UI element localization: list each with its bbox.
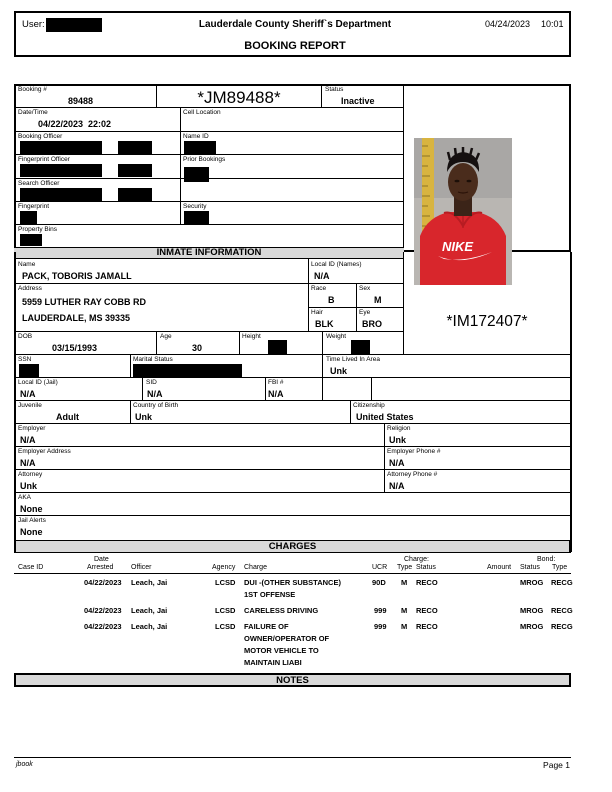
search-officer-id-redaction — [118, 188, 152, 201]
charge-type: M — [401, 606, 408, 615]
report-time: 10:01 — [541, 19, 564, 29]
charge-description: CARELESS DRIVING — [244, 606, 319, 615]
charge-type: M — [401, 622, 408, 631]
charge-officer: Leach, Jai — [131, 622, 168, 631]
col-bond-top: Bond: — [537, 556, 556, 563]
country-of-birth-value: Unk — [135, 412, 153, 422]
charge-description: MAINTAIN LIABI — [244, 658, 302, 667]
charge-description: DUI -(OTHER SUBSTANCE) — [244, 578, 341, 587]
aka-label: AKA — [18, 494, 32, 501]
col-ucr: UCR — [372, 564, 388, 571]
col-status: Status — [416, 564, 436, 571]
attorney-label: Attorney — [18, 471, 43, 478]
search-officer-redaction — [20, 188, 102, 201]
dob-value: 03/15/1993 — [52, 343, 98, 353]
fingerprint-officer-label: Fingerprint Officer — [18, 156, 70, 163]
charge-ucr: 90D — [372, 578, 386, 587]
datetime-value: 04/22/2023 22:02 — [38, 119, 112, 129]
charge-officer: Leach, Jai — [131, 606, 168, 615]
name-id-redaction — [184, 141, 216, 154]
charge-date: 04/22/2023 — [84, 606, 122, 615]
col-case-id: Case ID — [18, 564, 44, 571]
religion-label: Religion — [387, 425, 411, 432]
page-number: Page 1 — [543, 760, 570, 770]
status-label: Status — [325, 86, 344, 93]
time-lived-label: Time Lived In Area — [326, 356, 380, 363]
religion-value: Unk — [389, 435, 407, 445]
sex-value: M — [374, 295, 382, 305]
charge-status: RECO — [416, 578, 438, 587]
fbi-label: FBI # — [268, 379, 284, 386]
hair-label: Hair — [311, 309, 323, 316]
user-label: User: — [22, 19, 45, 30]
charge-status: RECO — [416, 622, 438, 631]
status-value: Inactive — [341, 96, 375, 106]
local-id-jail-label: Local ID (Jail) — [18, 379, 58, 386]
col-charge-top: Charge: — [404, 556, 429, 563]
agency-name: Lauderdale County Sheriff`s Department — [198, 19, 392, 30]
race-label: Race — [311, 285, 327, 292]
weight-redaction — [351, 340, 370, 354]
col-amount: Amount — [487, 564, 512, 571]
employer-phone-value: N/A — [389, 458, 405, 468]
charge-ucr: 999 — [374, 622, 387, 631]
footer-rule — [14, 757, 571, 758]
jail-alerts-value: None — [20, 527, 43, 537]
inmate-id-text: *IM172407* — [446, 313, 528, 330]
dob-label: DOB — [18, 333, 33, 340]
charge-type: M — [401, 578, 408, 587]
charge-description: OWNER/OPERATOR OF — [244, 634, 330, 643]
property-bins-redaction — [20, 234, 42, 246]
bond-type: RECG — [551, 622, 573, 631]
attorney-phone-value: N/A — [389, 481, 405, 491]
bond-type: RECG — [551, 606, 573, 615]
employer-label: Employer — [18, 425, 46, 432]
booking-barcode-text: *JM89488* — [197, 88, 281, 107]
race-value: B — [328, 295, 335, 305]
sid-label: SID — [146, 379, 157, 386]
booking-officer-label: Booking Officer — [18, 133, 63, 140]
charge-ucr: 999 — [374, 606, 387, 615]
employer-value: N/A — [20, 435, 36, 445]
time-lived-value: Unk — [330, 366, 348, 376]
juvenile-value: Adult — [56, 412, 79, 422]
attorney-phone-label: Attorney Phone # — [387, 471, 438, 478]
bond-status: MROG — [520, 578, 544, 587]
charge-agency: LCSD — [215, 622, 236, 631]
footer-left-text: jbook — [16, 761, 33, 768]
aka-value: None — [20, 504, 43, 514]
employer-phone-label: Employer Phone # — [387, 448, 441, 455]
sid-value: N/A — [147, 389, 163, 399]
search-officer-label: Search Officer — [18, 180, 60, 187]
report-title: BOOKING REPORT — [244, 40, 346, 52]
age-value: 30 — [192, 343, 203, 353]
marital-status-redaction — [133, 364, 242, 378]
employer-address-value: N/A — [20, 458, 36, 468]
local-id-names-label: Local ID (Names) — [311, 261, 362, 268]
col-date-top: Date — [94, 556, 109, 563]
height-redaction — [268, 340, 287, 354]
charge-description: FAILURE OF — [244, 622, 289, 631]
prior-bookings-redaction — [184, 167, 209, 182]
col-bond-type: Type — [552, 564, 568, 571]
security-label: Security — [183, 203, 207, 210]
bond-status: MROG — [520, 622, 544, 631]
booking-photo — [414, 138, 512, 285]
col-charge: Charge — [244, 564, 267, 571]
hair-value: BLK — [315, 319, 334, 329]
eye-value: BRO — [362, 319, 382, 329]
booking-officer-id-redaction — [118, 141, 152, 154]
bond-status: MROG — [520, 606, 544, 615]
report-date: 04/24/2023 — [485, 19, 531, 29]
charge-agency: LCSD — [215, 606, 236, 615]
fingerprint-redaction — [20, 211, 37, 224]
name-id-label: Name ID — [183, 133, 209, 140]
employer-address-label: Employer Address — [18, 448, 71, 455]
fingerprint-label: Fingerprint — [18, 203, 50, 210]
ssn-label: SSN — [18, 356, 32, 363]
charges-heading: CHARGES — [14, 540, 571, 553]
juvenile-label: Juvenile — [18, 402, 42, 409]
fbi-value: N/A — [268, 389, 284, 399]
property-bins-label: Property Bins — [18, 226, 58, 233]
charge-description: 1ST OFFENSE — [244, 590, 296, 599]
fingerprint-officer-id-redaction — [118, 164, 152, 177]
height-label: Height — [242, 333, 261, 340]
security-redaction — [184, 211, 209, 224]
user-redaction — [46, 18, 102, 32]
jail-alerts-label: Jail Alerts — [18, 517, 46, 524]
local-id-jail-value: N/A — [20, 389, 36, 399]
local-id-names-value: N/A — [314, 271, 330, 281]
inmate-name: PACK, TOBORIS JAMALL — [22, 271, 132, 281]
booking-number: 89488 — [68, 96, 94, 106]
col-date-bottom: Arrested — [87, 564, 114, 571]
charge-date: 04/22/2023 — [84, 622, 122, 631]
notes-heading: NOTES — [14, 673, 571, 687]
charge-officer: Leach, Jai — [131, 578, 168, 587]
mugshot-image — [414, 138, 512, 285]
address-line2: LAUDERDALE, MS 39335 — [22, 313, 131, 323]
address-label: Address — [18, 285, 42, 292]
citizenship-label: Citizenship — [353, 402, 385, 409]
charge-date: 04/22/2023 — [84, 578, 122, 587]
datetime-label: Date/Time — [18, 109, 48, 116]
bond-type: RECG — [551, 578, 573, 587]
booking-officer-redaction — [20, 141, 102, 154]
col-bond-status: Status — [520, 564, 540, 571]
charge-description: MOTOR VEHICLE TO — [244, 646, 319, 655]
col-agency: Agency — [212, 564, 236, 571]
citizenship-value: United States — [356, 412, 414, 422]
cell-location-label: Cell Location — [183, 109, 221, 116]
shirt-logo-text: NIKE — [442, 239, 474, 254]
col-type: Type — [397, 564, 413, 571]
address-line1: 5959 LUTHER RAY COBB RD — [22, 297, 147, 307]
prior-bookings-label: Prior Bookings — [183, 156, 226, 163]
charge-status: RECO — [416, 606, 438, 615]
marital-status-label: Marital Status — [133, 356, 173, 363]
ssn-redaction — [19, 364, 39, 377]
eye-label: Eye — [359, 309, 371, 316]
fingerprint-officer-redaction — [20, 164, 102, 177]
weight-label: Weight — [326, 333, 347, 340]
inmate-info-heading: INMATE INFORMATION — [14, 247, 404, 259]
name-label: Name — [18, 261, 36, 268]
attorney-value: Unk — [20, 481, 38, 491]
booking-number-label: Booking # — [18, 86, 47, 93]
col-officer: Officer — [131, 564, 152, 571]
charge-agency: LCSD — [215, 578, 236, 587]
age-label: Age — [160, 333, 172, 340]
country-of-birth-label: Country of Birth — [133, 402, 179, 409]
sex-label: Sex — [359, 285, 371, 292]
